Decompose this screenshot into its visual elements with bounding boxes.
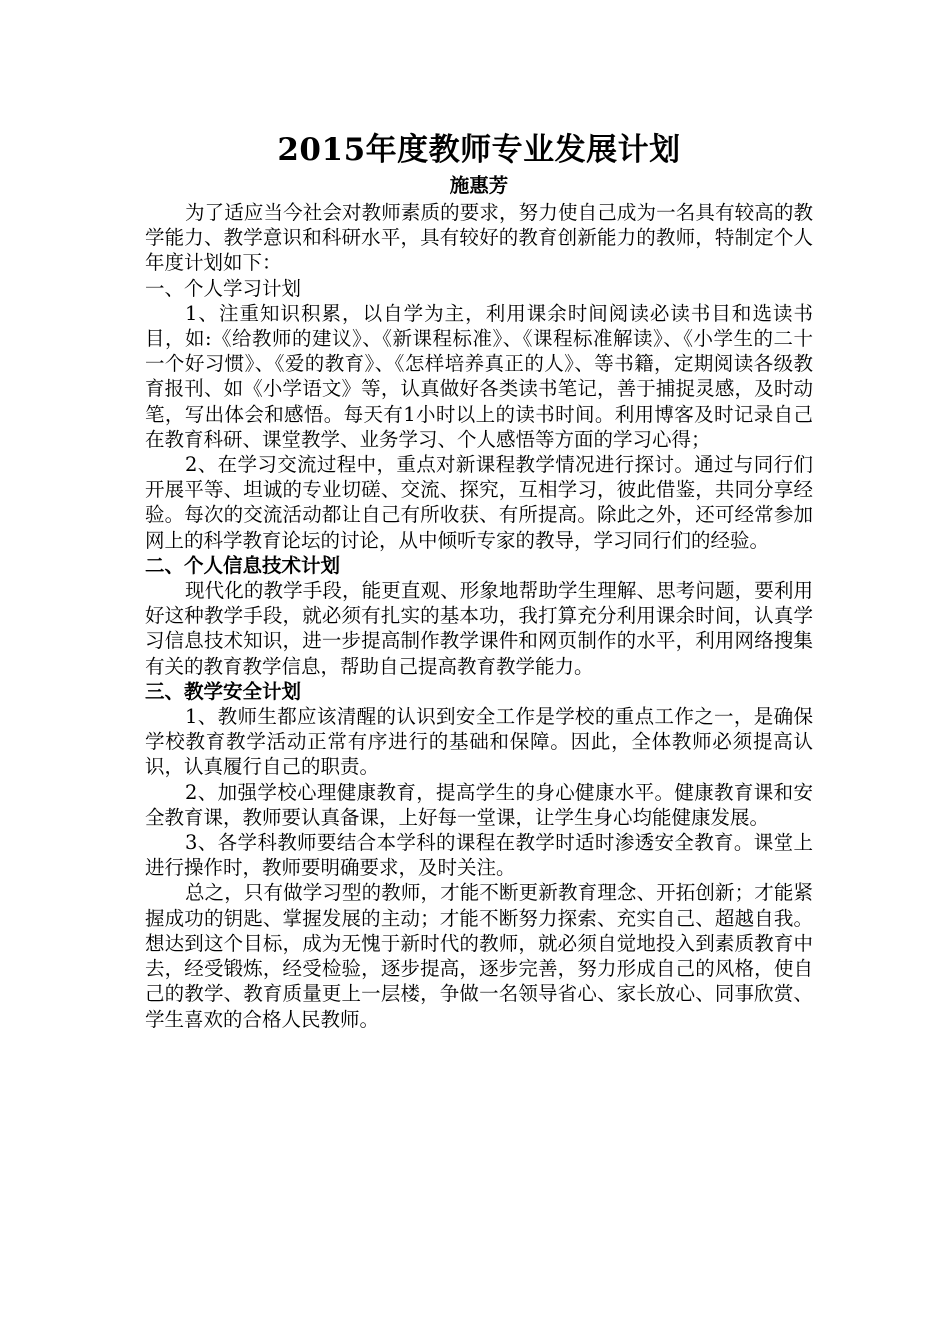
section-3-paragraph-1: 1、教师生都应该清醒的认识到安全工作是学校的重点工作之一，是确保学校教育教学活动正常有序进行的基础和保障。因此，全体教师必须提高认识，认真履行自己的职责。 — [145, 705, 813, 779]
document-title: 2015年度教师专业发展计划 — [277, 132, 681, 168]
section-3-paragraph-2: 2、加强学校心理健康教育，提高学生的身心健康水平。健康教育课和安全教育课，教师要认真备课，上好每一堂课，让学生身心均能健康发展。 — [145, 780, 813, 829]
intro-paragraph: 为了适应当今社会对教师素质的要求，努力使自己成为一名具有较高的教学能力、教学意识和科研水平，具有较好的教育创新能力的教师，特制定个人年度计划如下： — [145, 201, 813, 275]
document-page — [145, 128, 813, 1032]
conclusion-paragraph: 总之，只有做学习型的教师，才能不断更新教育理念、开拓创新；才能紧握成功的钥匙、掌握发展的主动；才能不断努力探索、充实自己、超越自我。想达到这个目标，成为无愧于新时代的教师，就必须自觉地投入到素质教育中去，经受锻炼，经受检验，逐步提高，逐步完善，努力形成自己的风格，使自己的教学、教育质量更上一层楼，争做一名领导省心、家长放心、同事欣赏、学生喜欢的合格人民教师。 — [145, 881, 813, 1031]
section-2-paragraph-1: 现代化的教学手段，能更直观、形象地帮助学生理解、思考问题，要利用好这种教学手段，就必须有扎实的基本功，我打算充分利用课余时间，认真学习信息技术知识，进一步提高制作教学课件和网页制作的水平，利用网络搜集有关的教育教学信息，帮助自己提高教育教学能力。 — [145, 579, 813, 678]
section-3-heading: 三、教学安全计划 — [145, 679, 302, 703]
section-1-paragraph-2: 2、在学习交流过程中，重点对新课程教学情况进行探讨。通过与同行们开展平等、坦诚的专业切磋、交流、探究，互相学习，彼此借鉴，共同分享经验。每次的交流活动都让自己有所收获、有所提高。除此之外，还可经常参加网上的科学教育论坛的讨论，从中倾听专家的教导，学习同行们的经验。 — [145, 453, 813, 552]
author-name: 施惠芳 — [449, 174, 509, 197]
section-1-heading: 一、个人学习计划 — [145, 276, 302, 300]
section-3-paragraph-3: 3、各学科教师要结合本学科的课程在教学时适时渗透安全教育。课堂上进行操作时，教师要明确要求，及时关注。 — [145, 831, 813, 880]
section-1-paragraph-1: 1、注重知识积累，以自学为主，利用课余时间阅读必读书目和选读书目，如:《给教师的建议》、《新课程标准》、《课程标准解读》、《小学生的二十一个好习惯》、《爱的教育》、《怎样培养真正的人》、等书籍，定期阅读各级教育报刊、如《小学语文》等，认真做好各类读书笔记，善于捕捉灵感，及时动笔，写出体会和感悟。每天有1小时以上的读书时间。利用博客及时记录自己在教育科研、课堂教学、业务学习、个人感悟等方面的学习心得； — [145, 301, 813, 451]
section-2-heading: 二、个人信息技术计划 — [145, 553, 341, 577]
